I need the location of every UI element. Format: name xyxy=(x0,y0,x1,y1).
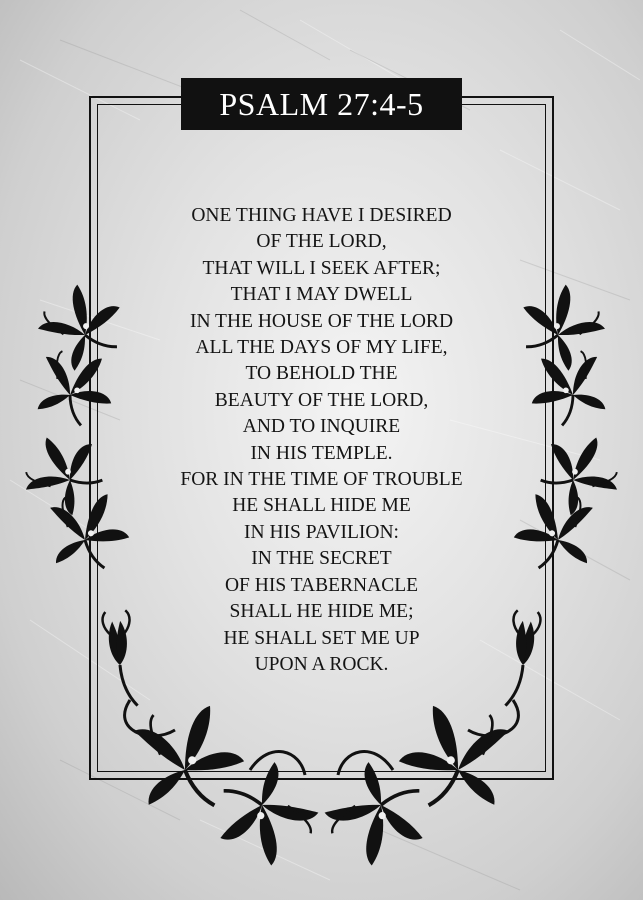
verse-line: UPON A ROCK. xyxy=(254,653,389,675)
verse-line: ALL THE DAYS OF MY LIFE, xyxy=(195,337,448,359)
flower-ornament-icon xyxy=(202,754,330,879)
verse-line: THAT WILL I SEEK AFTER; xyxy=(202,257,441,279)
flower-ornament-icon xyxy=(28,274,134,378)
verse-line: IN THE HOUSE OF THE LORD xyxy=(189,310,454,332)
verse-line: FOR IN THE TIME OF TROUBLE xyxy=(180,469,463,491)
flower-ornament-icon xyxy=(390,694,520,820)
verse-line: AND TO INQUIRE xyxy=(242,416,401,438)
verse-line: OF HIS TABERNACLE xyxy=(224,574,419,596)
verse-line: IN HIS PAVILION: xyxy=(244,521,399,543)
flower-ornament-icon xyxy=(504,481,606,580)
verse-line: IN THE SECRET xyxy=(251,548,392,570)
verse-line: IN HIS TEMPLE. xyxy=(250,442,393,464)
page-title: PSALM 27:4-5 xyxy=(219,86,424,122)
verse-line: TO BEHOLD THE xyxy=(245,363,398,385)
flower-ornament-icon xyxy=(122,694,252,820)
verse-line: BEAUTY OF THE LORD, xyxy=(214,389,429,411)
vine-swirl xyxy=(125,700,519,775)
verse-line: THAT I MAY DWELL xyxy=(230,284,413,306)
verse-line: HE SHALL HIDE ME xyxy=(232,495,411,517)
verse-line: SHALL HE HIDE ME; xyxy=(229,601,414,623)
flower-ornament-icon xyxy=(313,754,441,879)
verse-line: OF THE LORD, xyxy=(256,231,387,253)
verse-line: ONE THING HAVE I DESIRED xyxy=(191,205,452,226)
verse-line: HE SHALL SET ME UP xyxy=(223,627,420,649)
tulip-bud-icon xyxy=(505,610,541,708)
flower-ornament-icon xyxy=(37,481,139,580)
tulip-bud-icon xyxy=(102,610,138,708)
flower-ornament-icon xyxy=(508,274,614,378)
